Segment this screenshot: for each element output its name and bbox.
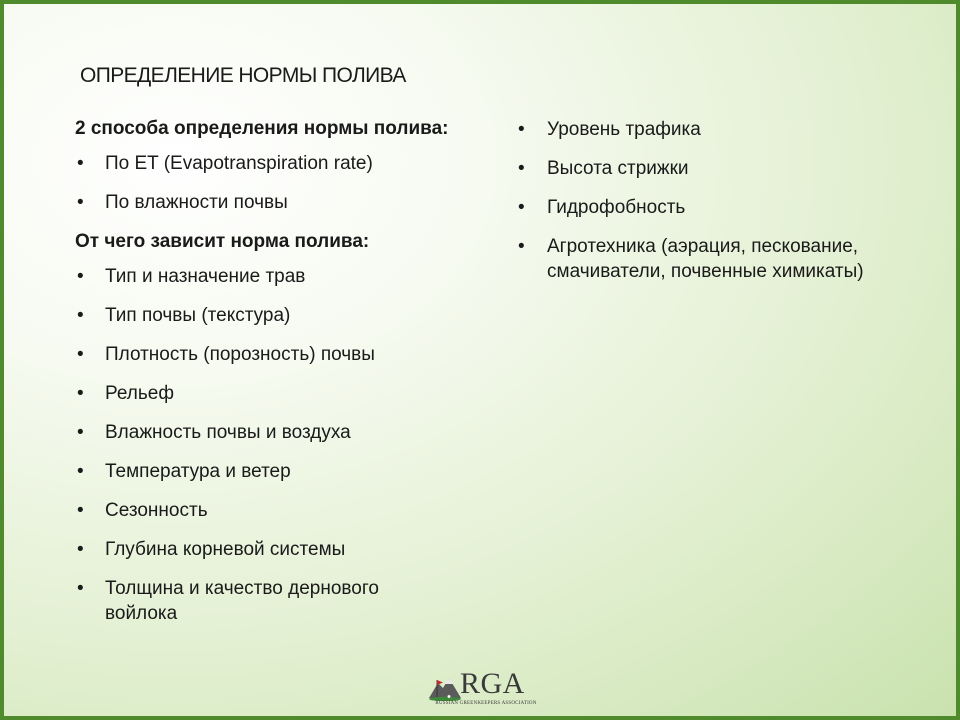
list-item-text: Высота стрижки [547, 158, 689, 179]
bullet-icon: • [77, 153, 84, 174]
list-item-text: Гидрофобность [547, 197, 686, 218]
bullet-icon: • [77, 305, 84, 326]
bullet-icon: • [518, 197, 525, 218]
bullet-icon: • [77, 266, 84, 287]
list-item [75, 303, 455, 328]
list-item-text: По влажности почвы [105, 192, 288, 213]
list-item-text: Тип почвы (текстура) [105, 305, 291, 326]
list-item-text: Толщина и качество дернового войлока [105, 578, 379, 624]
methods-heading: 2 способа определения нормы полива: [75, 118, 449, 139]
left-column [75, 116, 455, 640]
bullet-icon: • [77, 344, 84, 365]
bullet-icon: • [518, 158, 525, 179]
logo-text: RGA [460, 667, 525, 700]
list-item [75, 381, 455, 406]
list-item-text: Агротехника (аэрация, пескование, смачиватели, почвенные химикаты) [547, 236, 864, 282]
list-item-text: Тип и назначение трав [105, 266, 306, 287]
bullet-icon: • [77, 539, 84, 560]
list-item [75, 576, 455, 626]
list-item-text: Сезонность [105, 500, 208, 521]
list-item [75, 190, 455, 215]
list-item [516, 195, 926, 220]
factors-heading: От чего зависит норма полива: [75, 231, 370, 252]
list-item-text: Плотность (порозность) почвы [105, 344, 375, 365]
bullet-icon: • [77, 422, 84, 443]
bullet-icon: • [77, 500, 84, 521]
bullet-icon: • [77, 461, 84, 482]
bullet-icon: • [77, 383, 84, 404]
list-item [75, 537, 455, 562]
list-item [516, 156, 926, 181]
bullet-icon: • [518, 236, 525, 257]
rga-logo [428, 667, 544, 711]
list-item [516, 117, 926, 142]
slide-title: ОПРЕДЕЛЕНИЕ НОРМЫ ПОЛИВА [80, 64, 406, 87]
bullet-icon: • [77, 578, 84, 599]
list-item-text: Влажность почвы и воздуха [105, 422, 351, 443]
bullet-icon: • [77, 192, 84, 213]
list-item-text: По ET (Evapotranspiration rate) [105, 153, 373, 174]
golf-flag-icon [428, 673, 462, 701]
right-column [516, 117, 926, 298]
list-item-text: Температура и ветер [105, 461, 291, 482]
list-item-text: Рельеф [105, 383, 174, 404]
list-item [75, 342, 455, 367]
list-item [75, 498, 455, 523]
list-item [75, 151, 455, 176]
list-item [516, 234, 926, 284]
list-item [75, 420, 455, 445]
logo-subtitle: RUSSIAN GREENKEEPERS ASSOCIATION [435, 701, 537, 706]
list-item [75, 459, 455, 484]
list-item-text: Уровень трафика [547, 119, 701, 140]
list-item [75, 264, 455, 289]
list-item-text: Глубина корневой системы [105, 539, 346, 560]
bullet-icon: • [518, 119, 525, 140]
